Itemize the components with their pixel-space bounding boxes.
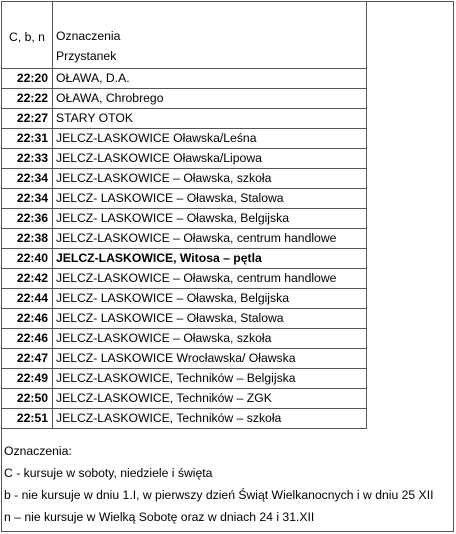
departure-time: 22:46 [2,309,53,329]
stop-name: JELCZ-LASKOWICE – Oławska, centrum handlowe [53,229,367,249]
table-row [2,389,367,409]
table-row [2,149,367,169]
departure-time: 22:47 [2,349,53,369]
table-row [2,329,367,349]
table-row [2,269,367,289]
departure-time: 22:42 [2,269,53,289]
stop-name: JELCZ-LASKOWICE Oławska/Lipowa [53,149,367,169]
table-header-row [2,2,367,69]
stop-name: OŁAWA, Chrobrego [53,89,367,109]
stop-name: JELCZ- LASKOWICE Wrocławska/ Oławska [53,349,367,369]
table-row [2,189,367,209]
stop-name: JELCZ-LASKOWICE, Witosa – pętla [53,249,367,269]
table-row [2,69,367,89]
table-row [2,249,367,269]
departure-time: 22:49 [2,369,53,389]
stop-name: JELCZ- LASKOWICE – Oławska, Belgijska [53,209,367,229]
legend-n: n – nie kursuje w Wielką Sobotę oraz w dniach 24 i 31.XII [4,510,315,524]
table-row [2,289,367,309]
table-row [2,309,367,329]
legend [4,440,433,528]
departure-time: 22:27 [2,109,53,129]
stop-name: JELCZ- LASKOWICE – Oławska, Belgijska [53,289,367,309]
departure-time: 22:38 [2,229,53,249]
stop-name: OŁAWA, D.A. [53,69,367,89]
table-row [2,349,367,369]
departure-time: 22:33 [2,149,53,169]
table-row [2,169,367,189]
legend-b: b - nie kursuje w dniu 1.I, w pierwszy dzień Świąt Wielkanocnych i w dniu 25 XII [4,488,434,502]
departure-time: 22:40 [2,249,53,269]
departure-time: 22:46 [2,329,53,349]
departure-time: 22:44 [2,289,53,309]
stop-name: JELCZ- LASKOWICE – Oławska, Stalowa [53,309,367,329]
legend-c: C - kursuje w soboty, niedziele i święta [4,466,213,480]
stop-name: JELCZ- LASKOWICE – Oławska, Stalowa [53,189,367,209]
stop-name: JELCZ-LASKOWICE – Oławska, centrum handlowe [53,269,367,289]
table-row [2,409,367,429]
stop-name: JELCZ-LASKOWICE, Techników – ZGK [53,389,367,409]
header-stop [53,2,367,69]
table-row [2,129,367,149]
stop-name: JELCZ-LASKOWICE Oławska/Leśna [53,129,367,149]
table-row [2,229,367,249]
header-przystanek: Przystanek [56,49,117,63]
header-cbn: C, b, n [2,2,53,69]
table-row [2,369,367,389]
stop-name: JELCZ-LASKOWICE, Techników – szkoła [53,409,367,429]
timetable [1,1,367,429]
stop-name: JELCZ-LASKOWICE – Oławska, szkoła [53,169,367,189]
stop-name: JELCZ-LASKOWICE, Techników – Belgijska [53,369,367,389]
departure-time: 22:20 [2,69,53,89]
table-row [2,209,367,229]
legend-title: Oznaczenia: [4,444,72,458]
departure-time: 22:36 [2,209,53,229]
table-row [2,109,367,129]
departure-time: 22:34 [2,189,53,209]
departure-time: 22:34 [2,169,53,189]
header-oznaczenia: Oznaczenia [56,29,121,43]
stop-name: JELCZ-LASKOWICE – Oławska, szkoła [53,329,367,349]
departure-time: 22:31 [2,129,53,149]
departure-time: 22:50 [2,389,53,409]
departure-time: 22:22 [2,89,53,109]
table-row [2,89,367,109]
departure-time: 22:51 [2,409,53,429]
stop-name: STARY OTOK [53,109,367,129]
